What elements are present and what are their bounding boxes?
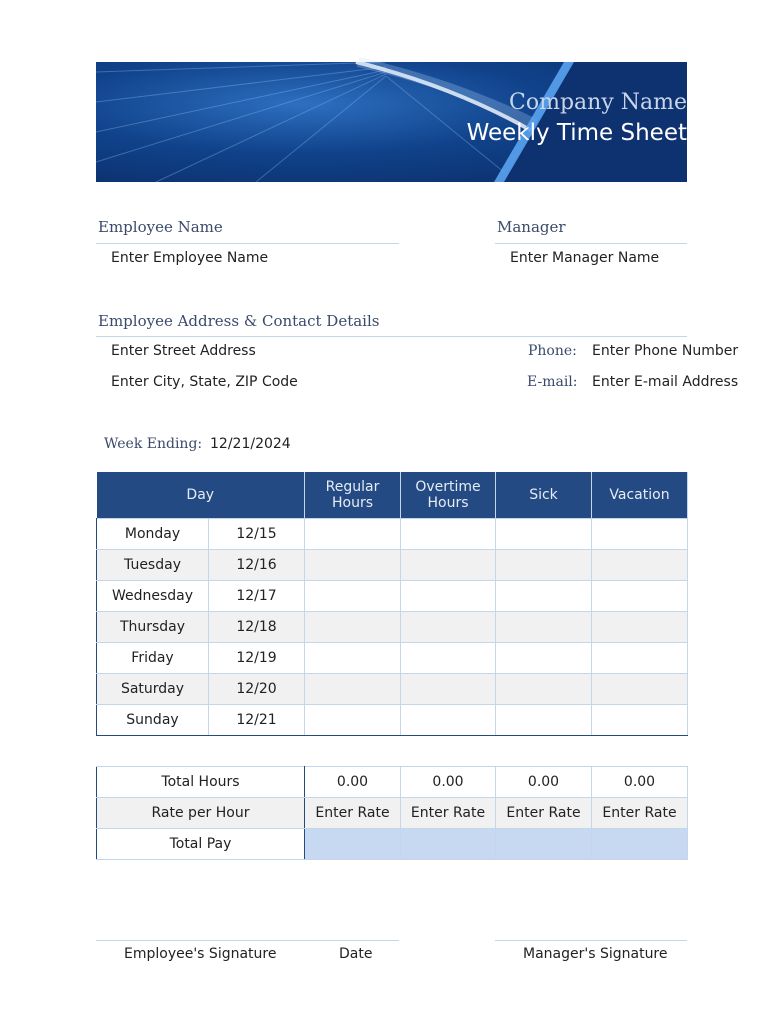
vacation-cell[interactable]: [592, 550, 688, 581]
vacation-pay-cell: [592, 829, 688, 860]
table-row: [97, 643, 688, 674]
manager-name-field[interactable]: Enter Manager Name: [510, 250, 660, 266]
sick-cell[interactable]: [496, 550, 592, 581]
total-hours-row: [97, 767, 688, 798]
date-cell: 12/17: [209, 581, 305, 612]
vacation-cell[interactable]: [592, 674, 688, 705]
city-state-zip-field[interactable]: Enter City, State, ZIP Code: [111, 374, 298, 390]
date-cell: 12/20: [209, 674, 305, 705]
regular-hours-cell[interactable]: [305, 550, 401, 581]
manager-signature-label: Manager's Signature: [523, 946, 668, 962]
week-ending-label: Week Ending:: [104, 436, 203, 452]
totals-table: [96, 766, 688, 860]
date-cell: 12/21: [209, 705, 305, 736]
email-label: E-mail:: [527, 374, 578, 390]
total-overtime-hours: 0.00: [401, 767, 496, 798]
day-cell: Thursday: [97, 612, 209, 643]
regular-hours-cell[interactable]: [305, 643, 401, 674]
table-row: [97, 519, 688, 550]
overtime-hours-cell[interactable]: [401, 612, 496, 643]
overtime-hours-cell[interactable]: [401, 581, 496, 612]
header-vacation: Vacation: [592, 472, 688, 519]
vacation-rate-field[interactable]: Enter Rate: [592, 798, 688, 829]
day-cell: Saturday: [97, 674, 209, 705]
day-cell: Wednesday: [97, 581, 209, 612]
date-cell: 12/16: [209, 550, 305, 581]
overtime-hours-cell[interactable]: [401, 550, 496, 581]
overtime-hours-cell[interactable]: [401, 519, 496, 550]
sick-cell[interactable]: [496, 705, 592, 736]
vacation-cell[interactable]: [592, 581, 688, 612]
document-title: Weekly Time Sheet: [466, 120, 687, 146]
overtime-hours-cell[interactable]: [401, 674, 496, 705]
vacation-cell[interactable]: [592, 519, 688, 550]
sick-pay-cell: [496, 829, 592, 860]
sick-rate-field[interactable]: Enter Rate: [496, 798, 592, 829]
header-regular-hours: Regular Hours: [305, 472, 401, 519]
header-banner: [96, 62, 687, 182]
employee-name-field[interactable]: Enter Employee Name: [111, 250, 269, 266]
regular-hours-cell[interactable]: [305, 612, 401, 643]
day-cell: Tuesday: [97, 550, 209, 581]
date-cell: 12/18: [209, 612, 305, 643]
employee-signature-line: [96, 940, 399, 941]
rate-label: Rate per Hour: [97, 798, 305, 829]
day-cell: Monday: [97, 519, 209, 550]
table-header-row: [97, 472, 688, 519]
manager-signature-line: [495, 940, 687, 941]
sick-cell[interactable]: [496, 581, 592, 612]
contact-rule: [96, 336, 687, 337]
regular-hours-cell[interactable]: [305, 581, 401, 612]
sick-cell[interactable]: [496, 674, 592, 705]
regular-rate-field[interactable]: Enter Rate: [305, 798, 401, 829]
date-cell: 12/19: [209, 643, 305, 674]
employee-name-label: Employee Name: [98, 218, 223, 236]
street-address-field[interactable]: Enter Street Address: [111, 343, 256, 359]
total-hours-label: Total Hours: [97, 767, 305, 798]
table-row: [97, 581, 688, 612]
sick-cell[interactable]: [496, 519, 592, 550]
regular-pay-cell: [305, 829, 401, 860]
employee-name-rule: [96, 243, 399, 244]
day-cell: Friday: [97, 643, 209, 674]
contact-section-label: Employee Address & Contact Details: [98, 312, 380, 330]
total-pay-label: Total Pay: [97, 829, 305, 860]
date-cell: 12/15: [209, 519, 305, 550]
manager-rule: [495, 243, 687, 244]
manager-label: Manager: [497, 218, 566, 236]
hours-table: [96, 472, 688, 736]
phone-label: Phone:: [528, 343, 577, 359]
vacation-cell[interactable]: [592, 643, 688, 674]
table-row: [97, 674, 688, 705]
overtime-hours-cell[interactable]: [401, 643, 496, 674]
header-sick: Sick: [496, 472, 592, 519]
total-pay-row: [97, 829, 688, 860]
email-field[interactable]: Enter E-mail Address: [592, 374, 739, 390]
phone-field[interactable]: Enter Phone Number: [592, 343, 739, 359]
week-ending-field[interactable]: 12/21/2024: [210, 436, 291, 452]
company-name: Company Name: [509, 90, 687, 115]
sick-cell[interactable]: [496, 643, 592, 674]
overtime-pay-cell: [401, 829, 496, 860]
regular-hours-cell[interactable]: [305, 705, 401, 736]
table-row: [97, 705, 688, 736]
sick-cell[interactable]: [496, 612, 592, 643]
regular-hours-cell[interactable]: [305, 519, 401, 550]
employee-signature-label: Employee's Signature: [124, 946, 277, 962]
total-sick-hours: 0.00: [496, 767, 592, 798]
rate-row: [97, 798, 688, 829]
vacation-cell[interactable]: [592, 705, 688, 736]
date-label: Date: [339, 946, 373, 962]
header-overtime-hours: Overtime Hours: [401, 472, 496, 519]
table-row: [97, 612, 688, 643]
total-vacation-hours: 0.00: [592, 767, 688, 798]
day-cell: Sunday: [97, 705, 209, 736]
total-regular-hours: 0.00: [305, 767, 401, 798]
table-row: [97, 550, 688, 581]
regular-hours-cell[interactable]: [305, 674, 401, 705]
overtime-hours-cell[interactable]: [401, 705, 496, 736]
overtime-rate-field[interactable]: Enter Rate: [401, 798, 496, 829]
header-day: Day: [97, 472, 305, 519]
vacation-cell[interactable]: [592, 612, 688, 643]
